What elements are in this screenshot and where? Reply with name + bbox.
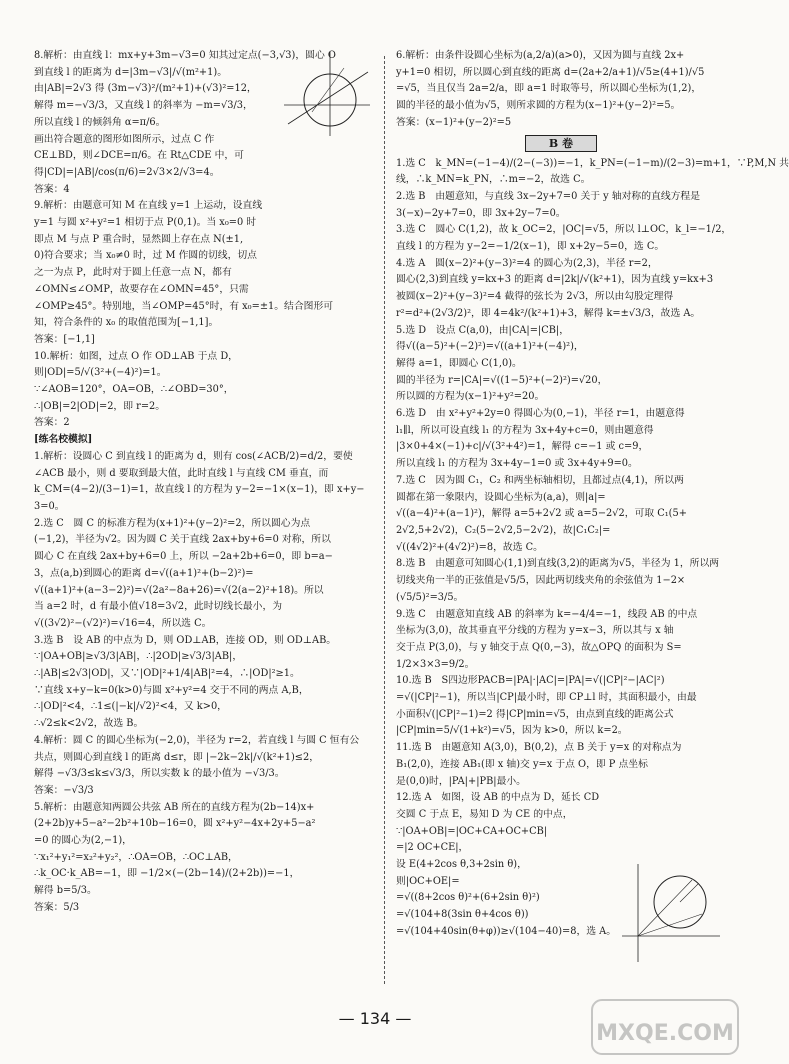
text-line: 1.选 C k_MN=(−1−4)/(2−(−3))=−1，k_PN=(−1−m)/(2−3)=m+1，∵P,M,N 共	[396, 157, 789, 169]
right-bottom-lines	[396, 156, 789, 941]
text-line: 解得 b=5/3。	[34, 885, 97, 897]
left-lines	[34, 48, 372, 917]
right-column	[396, 48, 789, 1000]
text-line: ∠OMP≥45°。特别地，当∠OMP=45°时，有 x₀=±1。结合图形可	[34, 300, 334, 312]
text-line: 9.选 C 由题意知直线 AB 的斜率为 k=−4/4=−1，线段 AB 的中点	[396, 608, 698, 620]
text-line: 交圆 C 于点 E，易知 D 为 CE 的中点，	[396, 808, 573, 820]
text-line: 共点，则圆心到直线 l 的距离 d≤r，即 |−2k−2k|/√(k²+1)≤2，	[34, 751, 319, 763]
text-line: 得√((a−5)²+(−2)²)=√((a+1)²+(−4)²)，	[396, 341, 584, 353]
text-line: 圆的半径的最小值为√5，则所求圆的方程为(x−1)²+(y−2)²=5。	[396, 100, 681, 112]
text-line: 答案：2	[34, 417, 70, 429]
text-line: 3(−x)−2y+7=0，即 3x+2y−7=0。	[396, 207, 566, 219]
text-line: l₁∥l，所以可设直线 l₁ 的方程为 3x+4y+c=0，则由题意得	[396, 424, 654, 436]
text-line: √((4√2)²+(4√2)²)=8，故选 C。	[396, 541, 543, 553]
text-line: 3.选 C 圆心 C(1,2)，故 k_OC=2，|OC|=√5，所以 l⊥OC，k_l=−1/2，	[396, 224, 732, 236]
text-line: 得|CD|=|AB|/cos(π/6)=2√3×2/√3=4。	[34, 166, 220, 178]
text-line: 坐标为(3,0)，故其垂直平分线的方程为 y=x−3，所以其与 x 轴	[396, 625, 674, 637]
text-line: 答案：[−1,1]	[34, 333, 95, 345]
text-line: 圆的半径为 r=|CA|=√((1−5)²+(−2)²)=√20，	[396, 374, 608, 386]
text-line: 所以直线 l₁ 的方程为 3x+4y−1=0 或 3x+4y+9=0。	[396, 458, 638, 470]
text-line: k_CM=(4−2)/(3−1)=1，故直线 l 的方程为 y−2=−1×(x−1)，即 x+y−	[34, 484, 365, 496]
text-line: =√(|CP|²−1)，所以当|CP|最小时，即 CP⊥l 时，其面积最小，由最	[396, 692, 697, 704]
left-column	[34, 48, 372, 1000]
text-line: =√(104+40sin(θ+φ))≥√(104−40)=8，选 A。	[396, 925, 617, 937]
text-line: 解得 m=−√3/3，又直线 l 的斜率为 −m=√3/3，	[34, 100, 253, 112]
text-line: 则|OD|=5/√(3²+(−4)²)=1。	[34, 367, 167, 379]
text-line: √((a+1)²+(a−3−2)²)=√(2a²−8a+26)=√(2(a−2)²+18)。所以	[34, 584, 324, 596]
text-line: 3，点(a,b)到圆心的距离 d=√((a+1)²+(b−2)²)=	[34, 567, 254, 579]
section-b-banner: B 卷	[525, 135, 597, 152]
text-line: ∵x₁²+y₁²=x₂²+y₂²，∴OA=OB，∴OC⊥AB，	[34, 851, 238, 863]
text-line: 是(0,0)时，|PA|+|PB|最小。	[396, 775, 526, 787]
text-line: 12.选 A 如图，设 AB 的中点为 D，延长 CD	[396, 792, 600, 804]
text-line: 2.选 C 圆 C 的标准方程为(x+1)²+(y−2)²=2，所以圆心为点	[34, 517, 311, 529]
text-line: 5.解析：由题意知两圆公共弦 AB 所在的直线方程为(2b−14)x+	[34, 801, 315, 813]
text-line: (2+2b)y+5−a²−2b²+10b−16=0，圆 x²+y²−4x+2y+5−a²	[34, 818, 316, 830]
text-line: =√5，当且仅当 2a=2/a，即 a=1 时取等号，所以圆心坐标为(1,2)，	[396, 83, 702, 95]
text-line: 1.解析：设圆心 C 到直线 l 的距离为 d，则有 cos(∠ACB/2)=d/2，要使	[34, 450, 353, 462]
text-line: 8.选 B 由题意可知圆心(1,1)到直线(3,2)的距离为√5，半径为 1，所以两	[396, 558, 720, 570]
text-line: ∵直线 x+y−k=0(k>0)与圆 x²+y²=4 交于不同的两点 A,B，	[34, 684, 309, 696]
text-line: √((a−4)²+(a−1)²)，解得 a=5+2√2 或 a=5−2√2，可取 C₁(5+	[396, 508, 687, 520]
text-line: 到直线 l 的距离为 d=|3m−√3|/√(m²+1)。	[34, 66, 227, 78]
text-line: 圆心(2,3)到直线 y=kx+3 的距离 d=|2k|/√(k²+1)，因为直线 y=kx+3	[396, 274, 714, 286]
text-line: 画出符合题意的图形如图所示，过点 C 作	[34, 133, 215, 145]
text-line: 知，符合条件的 x₀ 的取值范围为[−1,1]。	[34, 317, 219, 329]
text-line: =√((8+2cos θ)²+(6+2sin θ)²)	[396, 892, 540, 904]
text-line: 答案：−√3/3	[34, 784, 94, 796]
text-line: ∴|OB|=2|OD|=2，即 r=2。	[34, 400, 166, 412]
text-line: 11.选 B 由题意知 A(3,0)，B(0,2)，点 B 关于 y=x 的对称点为	[396, 742, 682, 754]
text-line: 圆心 C 在直线 2ax+by+6=0 上，所以 −2a+2b+6=0，即 b=a−	[34, 551, 333, 563]
text-line: 2√2,5+2√2)，C₂(5−2√2,5−2√2)，故|C₁C₂|=	[396, 524, 611, 536]
text-line: 线，∴k_MN=k_PN，∴m=−2，故选 C。	[396, 174, 591, 186]
circle-figure-q12	[620, 862, 724, 964]
text-line: ∵|OA+OB|=|OC+CA+OC+CB|	[396, 825, 548, 837]
text-line: r²=d²+(2√3/2)²，即 4=4k²/(k²+1)+3，解得 k=±√3/3，故选 A。	[396, 307, 701, 319]
text-line: [练名校模拟]	[34, 434, 93, 446]
text-line: 4.解析：圆 C 的圆心坐标为(−2,0)，半径为 r=2，若直线 l 与圆 C 恒有公	[34, 734, 360, 746]
text-line: B₁(2,0)，连接 AB₁(即 x 轴)交 y=x 于点 O，即 P 点坐标	[396, 758, 648, 770]
text-line: =|2 OC+CE|，	[396, 842, 469, 854]
text-line: ∴|OD|²<4，∴1≤(|−k|/√2)²<4，又 k>0，	[34, 701, 227, 713]
text-line: |3×0+4×(−1)+c|/√(3²+4²)=1，解得 c=−1 或 c=9，	[396, 441, 649, 453]
text-line: 设 E(4+2cos θ,3+2sin θ)，	[396, 859, 527, 871]
text-line: 所以圆的方程为(x−1)²+y²=20。	[396, 391, 545, 403]
text-line: ∴k_OC·k_AB=−1，即 −1/2×(−(2b−14)/(2+2b))=−1，	[34, 868, 300, 880]
text-line: =√(104+8(3sin θ+4cos θ))	[396, 909, 529, 921]
text-line: √((3√2)²−(√2)²)=√16=4，所以选 C。	[34, 617, 212, 629]
text-line: 2.选 B 由题意知，与直线 3x−2y+7=0 关于 y 轴对称的直线方程是	[396, 190, 701, 202]
text-line: 5.选 D 设点 C(a,0)，由|CA|=|CB|，	[396, 324, 570, 336]
text-line: 交于点 P(3,0)，与 y 轴交于点 Q(0,−3)，故△OPQ 的面积为 S=	[396, 641, 682, 653]
text-line: 7.选 C 因为圆 C₁，C₂ 和两坐标轴相切，且都过点(4,1)，所以两	[396, 474, 684, 486]
text-line: ∴√2≤k<2√2，故选 B。	[34, 718, 144, 730]
text-line: 8.解析：由直线 l：mx+y+3m−√3=0 知其过定点(−3,√3)，圆心 O	[34, 50, 336, 61]
text-line: 所以直线 l 的倾斜角 α=π/6。	[34, 116, 166, 128]
text-line: 切线夹角一半的正弦值是√5/5，因此两切线夹角的余弦值为 1−2×	[396, 575, 686, 587]
text-line: 答案：5/3	[34, 901, 80, 913]
text-line: (−1,2)，半径为√2。因为圆 C 关于直线 2ax+by+6=0 对称，所以	[34, 534, 331, 546]
text-line: =0 的圆心为(2,−1)，	[34, 835, 132, 847]
text-line: (√5/5)²=3/5。	[396, 591, 464, 603]
text-line: 则|OC+OE|=	[396, 875, 460, 887]
text-line: 10.选 B S四边形PACB=|PA|·|AC|=|PA|=√(|CP|²−|AC|²)	[396, 675, 665, 687]
right-top-lines	[396, 48, 726, 132]
text-line: ∵∠AOB=120°，OA=OB，∴∠OBD=30°，	[34, 384, 234, 396]
text-line: 1/2×3×3=9/2。	[396, 658, 475, 670]
text-line: 直线 l 的方程为 y−2=−1/2(x−1)，即 x+2y−5=0，选 C。	[396, 241, 665, 253]
text-line: 9.解析：由题意可知 M 在直线 y=1 上运动，设直线	[34, 200, 263, 212]
text-line: ∠ACB 最小，则 d 要取到最大值，此时直线 l 与直线 CM 垂直，而	[34, 467, 329, 479]
text-line: ∵|OA+OB|≥√3/3|AB|，∴|2OD|≥√3/3|AB|，	[34, 651, 243, 663]
text-line: 10.解析：如图，过点 O 作 OD⊥AB 于点 D，	[34, 350, 238, 362]
text-line: 答案：4	[34, 183, 70, 195]
text-line: CE⊥BD，则∠DCE=π/6。在 Rt△CDE 中，可	[34, 150, 244, 162]
text-line: 6.选 D 由 x²+y²+2y=0 得圆心为(0,−1)，半径 r=1，由题意得	[396, 408, 685, 420]
text-line: 解得 a=1，即圆心 C(1,0)。	[396, 357, 522, 369]
text-line: |CP|min=5/√(1+k²)=√5，因为 k>0，所以 k=2。	[396, 725, 628, 737]
text-line: 由|AB|=2√3 得 (3m−√3)²/(m²+1)+(√3)²=12，	[34, 83, 257, 95]
page-number-value: 134	[359, 1009, 391, 1028]
text-line: 被圆(x−2)²+(y−3)²=4 截得的弦长为 2√3，所以由勾股定理得	[396, 291, 674, 303]
text-line: 圆都在第一象限内，设圆心坐标为(a,a)，则|a|=	[396, 491, 606, 503]
text-line: 3.选 B 设 AB 的中点为 D，则 OD⊥AB，连接 OD，则 OD⊥AB。	[34, 634, 337, 646]
text-line: ∠OMN≤∠OMP，故要存在∠OMN=45°，只需	[34, 283, 249, 295]
text-line: 答案：(x−1)²+(y−2)²=5	[396, 116, 512, 128]
text-line: 3=0。	[34, 500, 65, 512]
text-line: y+1=0 相切，所以圆心到直线的距离 d=(2a+2/a+1)/√5≥(4+1)/√5	[396, 66, 705, 78]
text-line: 即点 M 与点 P 重合时，显然圆上存在点 N(±1,	[34, 233, 244, 245]
watermark-text: MXQE.COM	[596, 1021, 734, 1046]
text-line: 0)符合要求；当 x₀≠0 时，过 M 作圆的切线，切点	[34, 250, 257, 262]
page-number: — 134 —	[338, 1009, 412, 1028]
watermark-logo	[590, 996, 740, 1058]
text-line: y=1 与圆 x²+y²=1 相切于点 P(0,1)。当 x₀=0 时	[34, 217, 257, 229]
text-line: 4.选 A 圆(x−2)²+(y−3)²=4 的圆心为(2,3)，半径 r=2，	[396, 257, 658, 269]
text-line: 之一为点 P，此时对于圆上任意一点 N，都有	[34, 267, 232, 279]
text-line: 当 a=2 时，d 有最小值√18=3√2，此时切线长最小，为	[34, 601, 283, 613]
text-line: 6.解析：由条件设圆心坐标为(a,2/a)(a>0)，又因为圆与直线 2x+	[396, 50, 685, 61]
text-line: 解得 −√3/3≤k≤√3/3，所以实数 k 的最小值为 −√3/3。	[34, 768, 285, 780]
column-divider	[384, 56, 385, 984]
text-line: ∴|AB|≤2√3|OD|，又∵|OD|²+1/4|AB|²=4，∴|OD|²≥1。	[34, 668, 300, 680]
text-line: 小面积√(|CP|²−1)=2 得|CP|min=√5，由点到直线的距离公式	[396, 708, 674, 720]
